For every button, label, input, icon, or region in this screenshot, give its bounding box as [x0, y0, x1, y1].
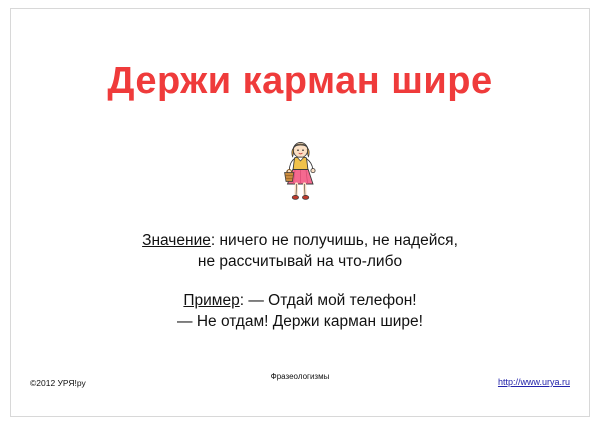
- example-text-1: : — Отдай мой телефон!: [239, 292, 417, 309]
- meaning-label: Значение: [142, 232, 211, 249]
- body-spacer: [0, 272, 600, 290]
- slide-body: [0, 230, 600, 332]
- meaning-line-1: [0, 230, 600, 251]
- footer-category: Фразеологизмы: [270, 372, 330, 381]
- example-line-1: [0, 290, 600, 311]
- meaning-text-1: : ничего не получишь, не надейся,: [210, 232, 458, 249]
- copyright-notice: ©2012 УРЯ!ру: [30, 378, 86, 388]
- girl-with-basket-illustration: [271, 140, 329, 202]
- page-title: Держи карман шире: [107, 60, 493, 102]
- meaning-line-2: не рассчитывай на что-либо: [197, 253, 403, 270]
- example-line-2: — Не отдам! Держи карман шире!: [177, 313, 423, 330]
- source-link[interactable]: http://www.urya.ru: [497, 377, 570, 387]
- example-label: Пример: [183, 292, 240, 309]
